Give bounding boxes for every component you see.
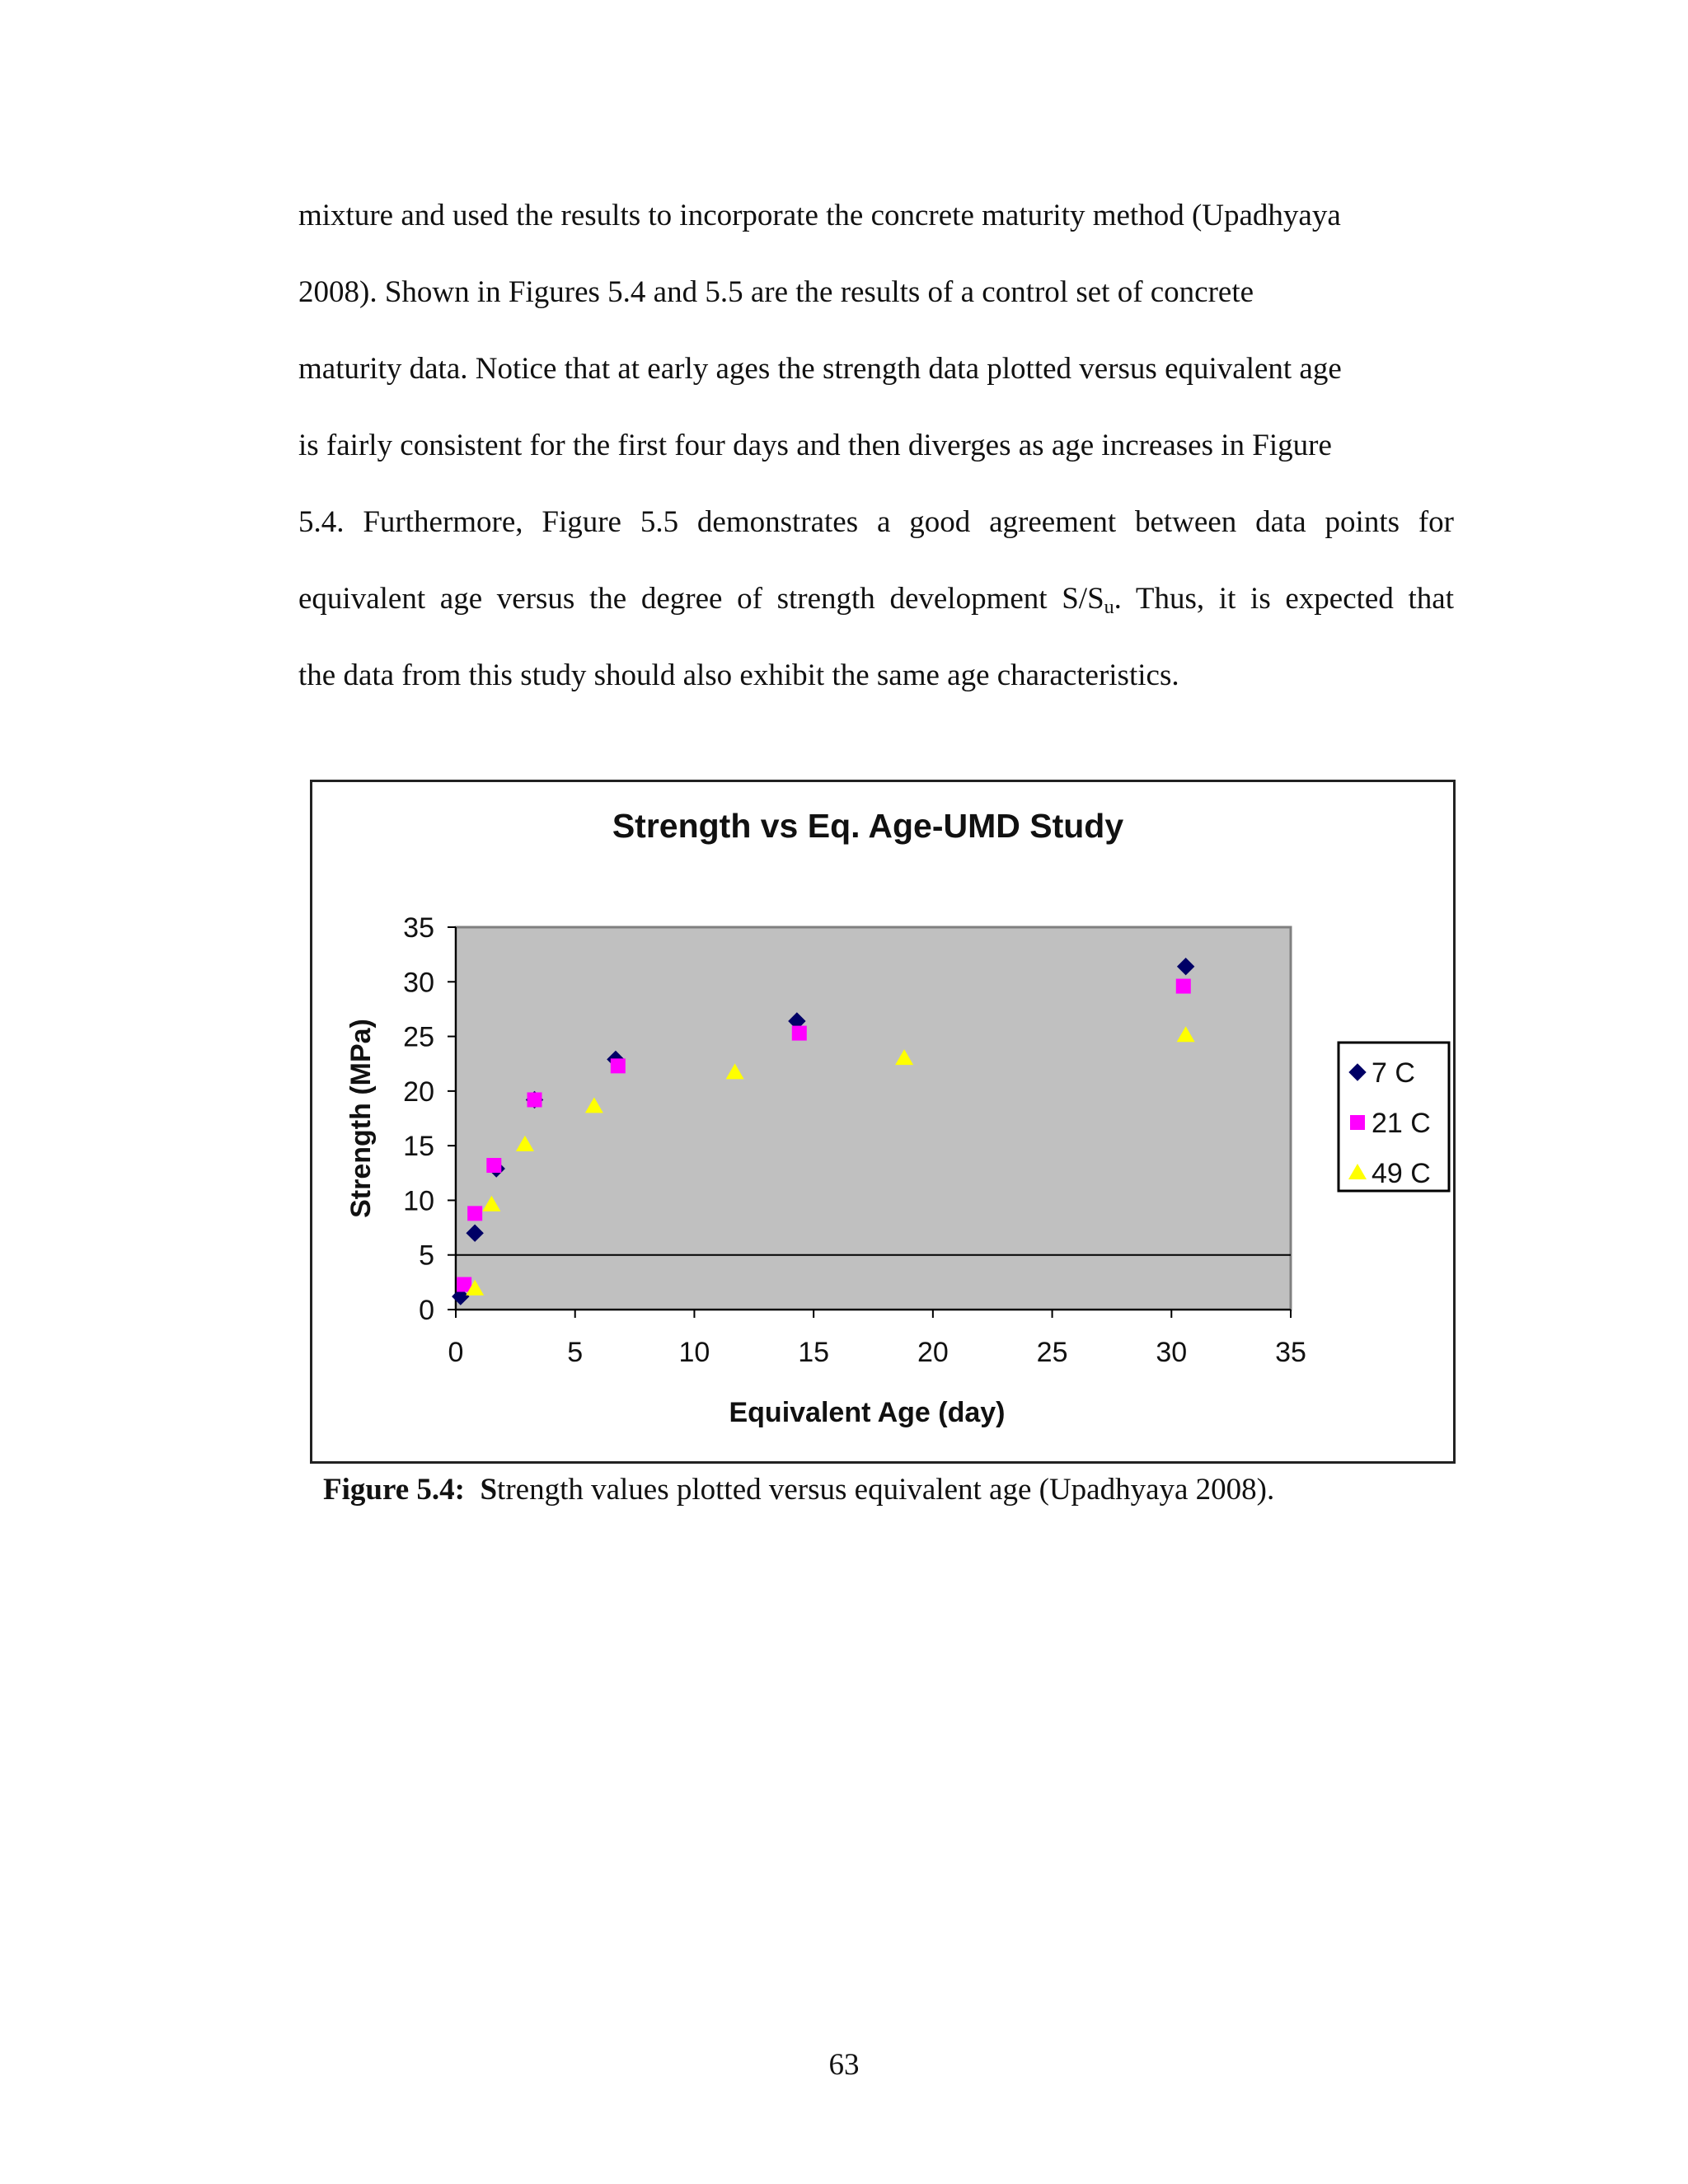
subscript-u: u (1104, 597, 1114, 618)
body-line-part: . Thus, it is expected that (1114, 582, 1454, 616)
legend-marker (1350, 1115, 1365, 1130)
x-tick-label: 20 (917, 1337, 949, 1368)
data-point (792, 1026, 807, 1041)
data-point (528, 1092, 542, 1107)
y-tick-label: 5 (419, 1240, 434, 1272)
y-tick-label: 35 (403, 912, 434, 944)
x-tick-label: 0 (448, 1337, 464, 1368)
y-axis-label: Strength (MPa) (345, 1019, 377, 1218)
x-tick-label: 25 (1036, 1337, 1068, 1368)
legend (1339, 1043, 1449, 1191)
caption-initial: S (480, 1473, 498, 1507)
body-line: is fairly consistent for the first four days and then diverges as age increases in Figure (298, 429, 1332, 462)
legend-label: 21 C (1372, 1108, 1431, 1139)
y-tick-label: 10 (403, 1185, 434, 1217)
scatter-chart (312, 782, 1453, 1461)
chart-title: Strength vs Eq. Age-UMD Study (612, 807, 1124, 845)
body-line: maturity data. Notice that at early ages the strength data plotted versus equivalent age (298, 352, 1342, 386)
y-tick-label: 0 (419, 1295, 434, 1326)
body-line (298, 560, 1454, 637)
data-point (1176, 979, 1191, 994)
plot-area (456, 927, 1291, 1310)
x-tick-label: 35 (1275, 1337, 1306, 1368)
legend-label: 49 C (1372, 1158, 1431, 1189)
body-paragraph (298, 177, 1454, 714)
x-axis-label: Equivalent Age (day) (729, 1397, 1006, 1428)
y-tick-label: 25 (403, 1021, 434, 1053)
figure-frame (310, 780, 1456, 1464)
data-point (467, 1206, 482, 1221)
y-tick-label: 20 (403, 1076, 434, 1108)
data-point (486, 1158, 501, 1173)
x-tick-label: 5 (567, 1337, 584, 1368)
body-line: 5.4. Furthermore, Figure 5.5 demonstrates a good agreement between data points for (298, 505, 1454, 539)
body-line: mixture and used the results to incorporate the concrete maturity method (Upadhyaya (298, 199, 1341, 232)
figure-caption (323, 1472, 1274, 1507)
body-line: 2008). Shown in Figures 5.4 and 5.5 are the results of a control set of concrete (298, 275, 1254, 309)
data-point (611, 1058, 626, 1073)
x-tick-label: 30 (1156, 1337, 1188, 1368)
legend-label: 7 C (1372, 1057, 1415, 1089)
body-line: the data from this study should also exhibit the same age characteristics. (298, 658, 1179, 692)
page-number: 63 (828, 2048, 860, 2082)
y-tick-label: 15 (403, 1131, 434, 1163)
body-line-part: equivalent age versus the degree of strength development S/S (298, 582, 1104, 616)
y-tick-label: 30 (403, 967, 434, 999)
x-tick-label: 15 (798, 1337, 830, 1368)
caption-label: Figure 5.4: (323, 1473, 465, 1507)
caption-text: trength values plotted versus equivalent age (Upadhyaya 2008). (497, 1473, 1275, 1507)
x-tick-label: 10 (678, 1337, 710, 1368)
